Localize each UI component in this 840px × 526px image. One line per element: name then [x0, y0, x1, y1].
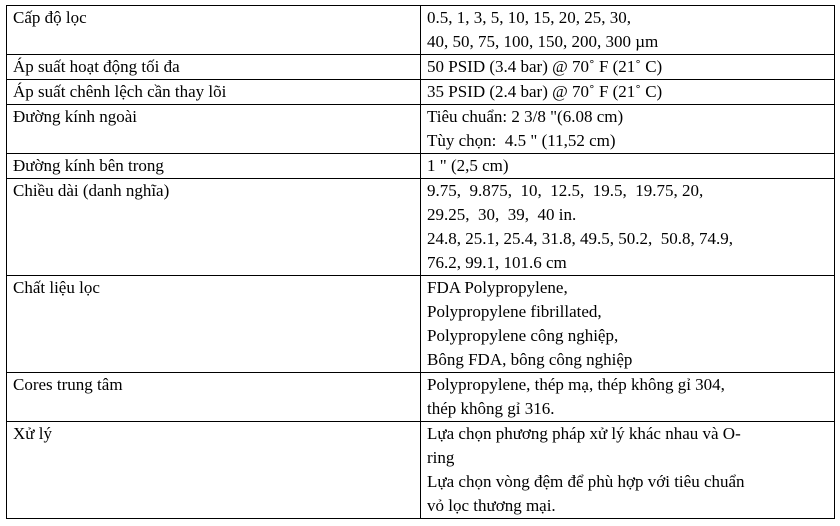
value-line: 29.25, 30, 39, 40 in. [427, 205, 577, 224]
table-row [7, 154, 835, 179]
row-value [421, 179, 835, 276]
value-line: 24.8, 25.1, 25.4, 31.8, 49.5, 50.2, 50.8, 74.9, [427, 229, 733, 248]
row-label: Cores trung tâm [7, 373, 421, 422]
table-row [7, 179, 835, 276]
row-label: Chiều dài (danh nghĩa) [7, 179, 421, 276]
row-label: Áp suất hoạt động tối đa [7, 55, 421, 80]
row-label: Chất liệu lọc [7, 276, 421, 373]
value-line: 50 PSID (3.4 bar) @ 70˚ F (21˚ C) [427, 57, 663, 76]
value-line: Bông FDA, bông công nghiệp [427, 350, 633, 369]
row-label: Đường kính bên trong [7, 154, 421, 179]
table-row [7, 55, 835, 80]
table-row [7, 276, 835, 373]
value-line: Polypropylene, thép mạ, thép không gỉ 304, [427, 375, 725, 394]
table-row [7, 105, 835, 154]
row-label: Áp suất chênh lệch cần thay lõi [7, 80, 421, 105]
table-row [7, 422, 835, 519]
value-line: Polypropylene công nghiệp, [427, 326, 619, 345]
value-line: Polypropylene fibrillated, [427, 302, 602, 321]
row-value [421, 55, 835, 80]
value-line: Tiêu chuẩn: 2 3/8 "(6.08 cm) [427, 107, 624, 126]
row-value [421, 422, 835, 519]
value-line: 9.75, 9.875, 10, 12.5, 19.5, 19.75, 20, [427, 181, 704, 200]
row-value [421, 80, 835, 105]
row-value [421, 154, 835, 179]
value-line: ring [427, 448, 455, 467]
row-value [421, 373, 835, 422]
spec-table [6, 5, 835, 519]
row-label: Đường kính ngoài [7, 105, 421, 154]
value-line: Lựa chọn vòng đệm để phù hợp với tiêu chuẩn [427, 472, 745, 491]
value-line: vỏ lọc thương mại. [427, 496, 556, 515]
value-line: thép không gỉ 316. [427, 399, 555, 418]
row-value [421, 276, 835, 373]
table-row [7, 80, 835, 105]
row-value [421, 6, 835, 55]
table-row [7, 373, 835, 422]
value-line: Tùy chọn: 4.5 " (11,52 cm) [427, 131, 616, 150]
value-line: Lựa chọn phương pháp xử lý khác nhau và O- [427, 424, 741, 443]
value-line: FDA Polypropylene, [427, 278, 568, 297]
table-row [7, 6, 835, 55]
row-label: Cấp độ lọc [7, 6, 421, 55]
value-line: 40, 50, 75, 100, 150, 200, 300 µm [427, 32, 659, 51]
value-line: 76.2, 99.1, 101.6 cm [427, 253, 567, 272]
value-line: 1 " (2,5 cm) [427, 156, 509, 175]
value-line: 35 PSID (2.4 bar) @ 70˚ F (21˚ C) [427, 82, 663, 101]
row-label: Xử lý [7, 422, 421, 519]
value-line: 0.5, 1, 3, 5, 10, 15, 20, 25, 30, [427, 8, 631, 27]
row-value [421, 105, 835, 154]
